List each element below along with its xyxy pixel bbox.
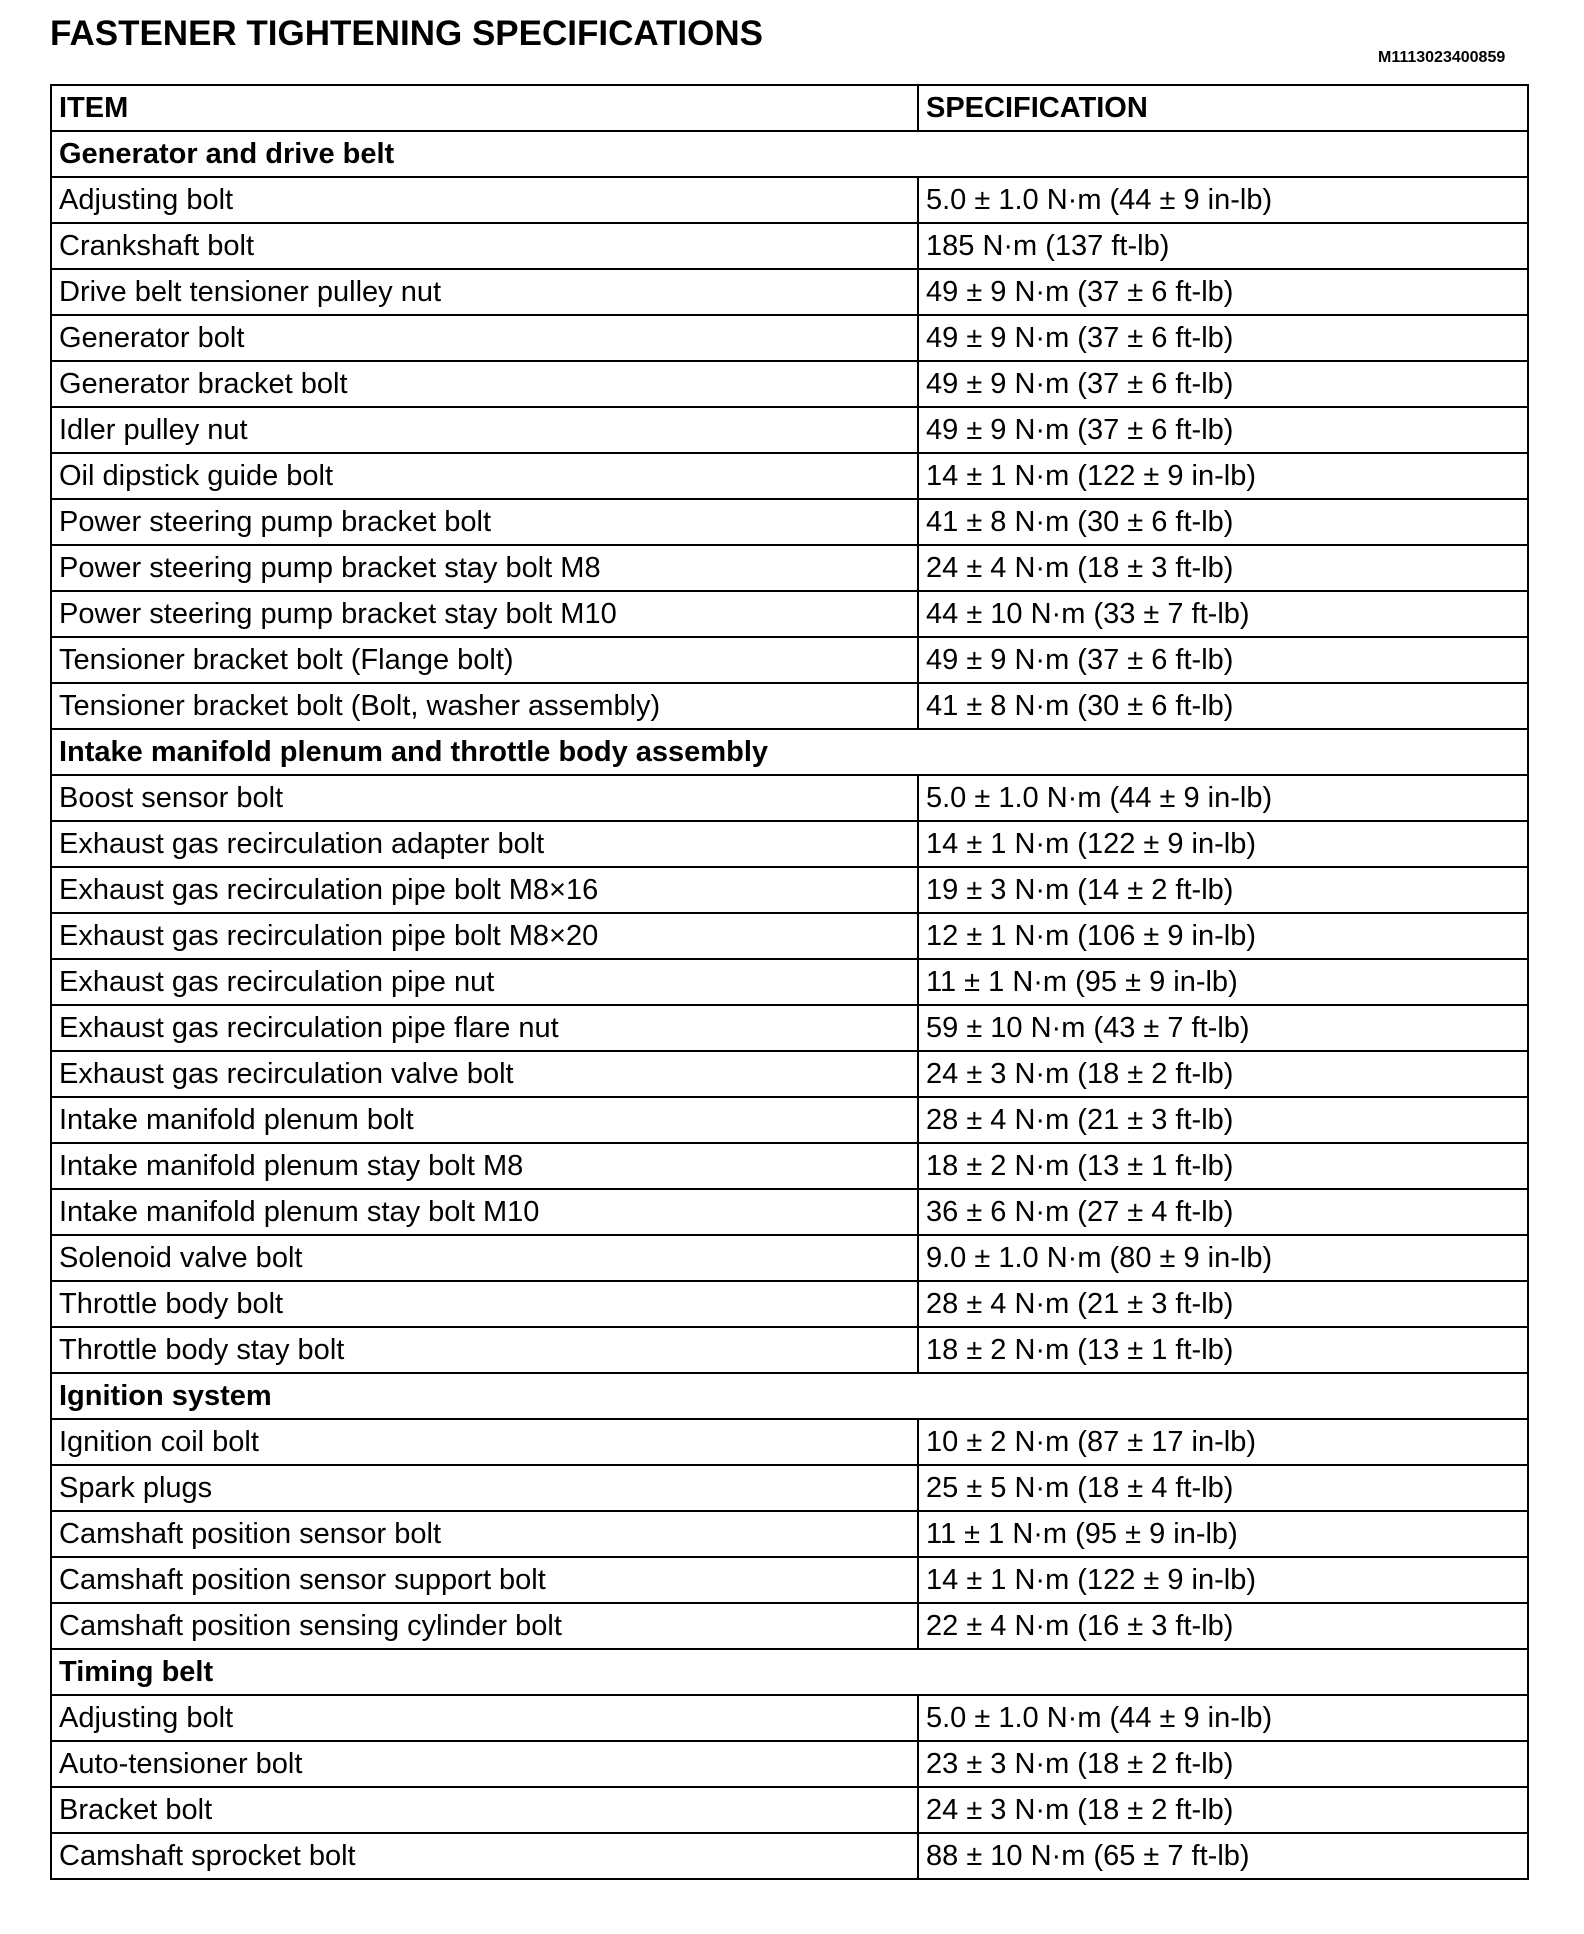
table-row [51,959,1528,1005]
specification-cell: 11 ± 1 N·m (95 ± 9 in-lb) [918,959,1528,1005]
table-row [51,1603,1528,1649]
specification-cell: 5.0 ± 1.0 N·m (44 ± 9 in-lb) [918,1695,1528,1741]
specification-cell: 18 ± 2 N·m (13 ± 1 ft-lb) [918,1327,1528,1373]
item-cell: Idler pulley nut [51,407,918,453]
specification-cell: 41 ± 8 N·m (30 ± 6 ft-lb) [918,683,1528,729]
specification-cell: 36 ± 6 N·m (27 ± 4 ft-lb) [918,1189,1528,1235]
item-cell: Spark plugs [51,1465,918,1511]
specification-cell: 49 ± 9 N·m (37 ± 6 ft-lb) [918,315,1528,361]
specification-cell: 23 ± 3 N·m (18 ± 2 ft-lb) [918,1741,1528,1787]
specification-cell: 185 N·m (137 ft-lb) [918,223,1528,269]
item-cell: Power steering pump bracket stay bolt M10 [51,591,918,637]
specification-cell: 22 ± 4 N·m (16 ± 3 ft-lb) [918,1603,1528,1649]
specification-cell: 18 ± 2 N·m (13 ± 1 ft-lb) [918,1143,1528,1189]
table-row [51,775,1528,821]
item-cell: Crankshaft bolt [51,223,918,269]
item-cell: Exhaust gas recirculation adapter bolt [51,821,918,867]
table-row [51,1189,1528,1235]
item-cell: Exhaust gas recirculation pipe bolt M8×20 [51,913,918,959]
section-label: Timing belt [51,1649,1528,1695]
section-label: Intake manifold plenum and throttle body assembly [51,729,1528,775]
table-row [51,913,1528,959]
table-row [51,821,1528,867]
specification-cell: 11 ± 1 N·m (95 ± 9 in-lb) [918,1511,1528,1557]
specification-cell: 28 ± 4 N·m (21 ± 3 ft-lb) [918,1097,1528,1143]
item-cell: Oil dipstick guide bolt [51,453,918,499]
table-row [51,591,1528,637]
item-cell: Solenoid valve bolt [51,1235,918,1281]
specification-cell: 19 ± 3 N·m (14 ± 2 ft-lb) [918,867,1528,913]
document-code: M1113023400859 [1378,49,1506,66]
item-cell: Bracket bolt [51,1787,918,1833]
table-row [51,177,1528,223]
specification-cell: 59 ± 10 N·m (43 ± 7 ft-lb) [918,1005,1528,1051]
section-label: Ignition system [51,1373,1528,1419]
item-cell: Adjusting bolt [51,1695,918,1741]
section-header-row [51,1373,1528,1419]
table-row [51,269,1528,315]
specification-cell: 28 ± 4 N·m (21 ± 3 ft-lb) [918,1281,1528,1327]
item-cell: Camshaft sprocket bolt [51,1833,918,1879]
specification-cell: 88 ± 10 N·m (65 ± 7 ft-lb) [918,1833,1528,1879]
item-cell: Power steering pump bracket stay bolt M8 [51,545,918,591]
item-cell: Adjusting bolt [51,177,918,223]
table-row [51,1695,1528,1741]
table-row [51,867,1528,913]
item-cell: Camshaft position sensing cylinder bolt [51,1603,918,1649]
table-row [51,1465,1528,1511]
item-cell: Ignition coil bolt [51,1419,918,1465]
table-row [51,1005,1528,1051]
table-row [51,499,1528,545]
table-row [51,683,1528,729]
table-row [51,407,1528,453]
item-cell: Intake manifold plenum stay bolt M10 [51,1189,918,1235]
table-row [51,315,1528,361]
column-header-item: ITEM [51,85,918,131]
item-cell: Tensioner bracket bolt (Flange bolt) [51,637,918,683]
table-row [51,1787,1528,1833]
item-cell: Exhaust gas recirculation valve bolt [51,1051,918,1097]
specification-cell: 14 ± 1 N·m (122 ± 9 in-lb) [918,453,1528,499]
section-header-row [51,1649,1528,1695]
item-cell: Exhaust gas recirculation pipe nut [51,959,918,1005]
spec-table [50,84,1529,1880]
item-cell: Tensioner bracket bolt (Bolt, washer assembly) [51,683,918,729]
table-row [51,453,1528,499]
specification-cell: 24 ± 3 N·m (18 ± 2 ft-lb) [918,1051,1528,1097]
item-cell: Generator bolt [51,315,918,361]
specification-cell: 12 ± 1 N·m (106 ± 9 in-lb) [918,913,1528,959]
table-row [51,1557,1528,1603]
section-header-row [51,729,1528,775]
table-row [51,1419,1528,1465]
item-cell: Boost sensor bolt [51,775,918,821]
table-row [51,1511,1528,1557]
section-label: Generator and drive belt [51,131,1528,177]
specification-cell: 44 ± 10 N·m (33 ± 7 ft-lb) [918,591,1528,637]
item-cell: Drive belt tensioner pulley nut [51,269,918,315]
table-row [51,1143,1528,1189]
specification-cell: 49 ± 9 N·m (37 ± 6 ft-lb) [918,361,1528,407]
table-row [51,1235,1528,1281]
table-row [51,637,1528,683]
specification-cell: 14 ± 1 N·m (122 ± 9 in-lb) [918,1557,1528,1603]
item-cell: Auto-tensioner bolt [51,1741,918,1787]
specification-cell: 24 ± 4 N·m (18 ± 3 ft-lb) [918,545,1528,591]
table-row [51,361,1528,407]
item-cell: Exhaust gas recirculation pipe bolt M8×16 [51,867,918,913]
item-cell: Throttle body stay bolt [51,1327,918,1373]
specification-cell: 49 ± 9 N·m (37 ± 6 ft-lb) [918,269,1528,315]
table-row [51,1097,1528,1143]
table-row [51,1741,1528,1787]
table-row [51,1051,1528,1097]
specification-cell: 24 ± 3 N·m (18 ± 2 ft-lb) [918,1787,1528,1833]
table-row [51,223,1528,269]
table-row [51,1833,1528,1879]
specification-cell: 25 ± 5 N·m (18 ± 4 ft-lb) [918,1465,1528,1511]
item-cell: Intake manifold plenum bolt [51,1097,918,1143]
item-cell: Throttle body bolt [51,1281,918,1327]
table-row [51,1327,1528,1373]
item-cell: Intake manifold plenum stay bolt M8 [51,1143,918,1189]
item-cell: Power steering pump bracket bolt [51,499,918,545]
specification-cell: 9.0 ± 1.0 N·m (80 ± 9 in-lb) [918,1235,1528,1281]
table-header-row [51,85,1528,131]
item-cell: Camshaft position sensor bolt [51,1511,918,1557]
spec-table-body [51,131,1528,1879]
column-header-specification: SPECIFICATION [918,85,1528,131]
item-cell: Generator bracket bolt [51,361,918,407]
specification-cell: 5.0 ± 1.0 N·m (44 ± 9 in-lb) [918,177,1528,223]
specification-cell: 10 ± 2 N·m (87 ± 17 in-lb) [918,1419,1528,1465]
specification-cell: 41 ± 8 N·m (30 ± 6 ft-lb) [918,499,1528,545]
item-cell: Camshaft position sensor support bolt [51,1557,918,1603]
item-cell: Exhaust gas recirculation pipe flare nut [51,1005,918,1051]
page-title: FASTENER TIGHTENING SPECIFICATIONS [50,14,764,53]
specification-cell: 5.0 ± 1.0 N·m (44 ± 9 in-lb) [918,775,1528,821]
specification-cell: 14 ± 1 N·m (122 ± 9 in-lb) [918,821,1528,867]
table-row [51,1281,1528,1327]
section-header-row [51,131,1528,177]
specification-cell: 49 ± 9 N·m (37 ± 6 ft-lb) [918,637,1528,683]
table-row [51,545,1528,591]
specification-cell: 49 ± 9 N·m (37 ± 6 ft-lb) [918,407,1528,453]
